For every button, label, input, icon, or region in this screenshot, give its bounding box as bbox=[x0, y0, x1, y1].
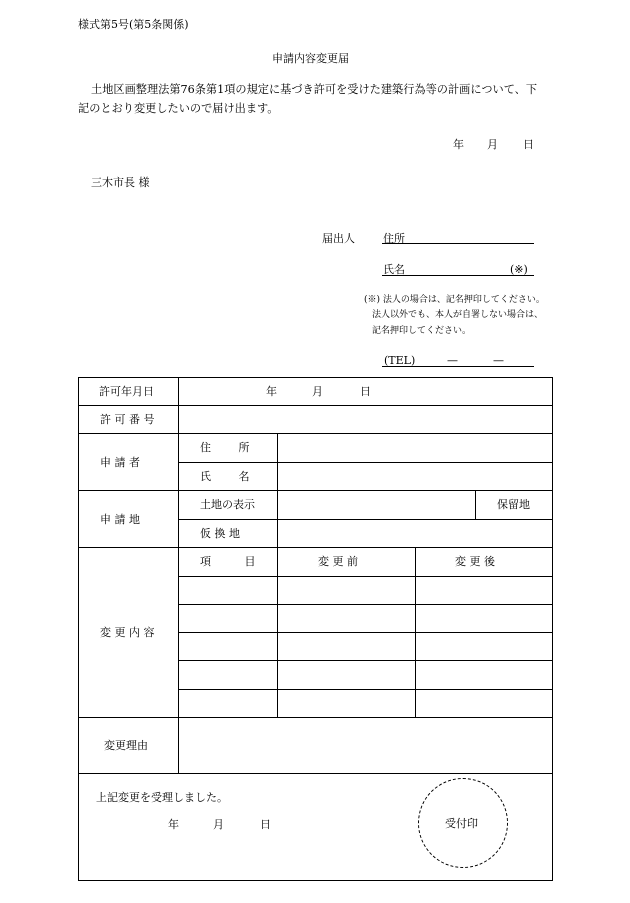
note-line-1: (※) 法人の場合は、記名押印してください。 bbox=[364, 295, 545, 305]
note-line-3: 記名押印してください。 bbox=[372, 326, 472, 336]
row-divider bbox=[78, 490, 553, 491]
accepted-date-year: 年 bbox=[168, 818, 179, 831]
permit-date-label: 許可年月日 bbox=[99, 385, 154, 398]
tel-line[interactable] bbox=[382, 366, 534, 367]
temp-replot-label: 仮 換 地 bbox=[200, 527, 240, 540]
land-display-label: 土地の表示 bbox=[200, 498, 255, 511]
permit-date-day: 日 bbox=[360, 385, 371, 398]
permit-date-month: 月 bbox=[312, 385, 323, 398]
submit-date-year: 年 bbox=[453, 138, 464, 151]
after-header: 変 更 後 bbox=[455, 555, 495, 568]
applicant-address-label: 住所 bbox=[383, 232, 405, 245]
change-content-label: 変 更 内 容 bbox=[100, 626, 155, 639]
column-divider bbox=[415, 547, 416, 717]
row-divider bbox=[78, 717, 553, 718]
reserved-land-label: 保留地 bbox=[497, 498, 530, 511]
column-divider bbox=[277, 433, 278, 547]
applicant-name-label: 氏名 bbox=[383, 263, 405, 276]
row-divider bbox=[178, 689, 553, 690]
name-label: 氏 名 bbox=[200, 470, 250, 483]
accepted-text: 上記変更を受理しました。 bbox=[96, 791, 228, 804]
row-divider bbox=[178, 660, 553, 661]
row-divider bbox=[78, 547, 553, 548]
site-section-label: 申 請 地 bbox=[100, 513, 140, 526]
applicant-section-label: 申 請 者 bbox=[100, 456, 140, 469]
tel-label: (TEL) bbox=[384, 354, 416, 367]
row-divider bbox=[178, 462, 553, 463]
row-divider bbox=[178, 519, 553, 520]
seal-mark: (※) bbox=[510, 263, 528, 276]
address-label: 住 所 bbox=[200, 441, 250, 454]
body-text-line-1: 土地区画整理法第76条第1項の規定に基づき許可を受けた建築行為等の計画について、下 bbox=[91, 83, 538, 96]
row-divider bbox=[78, 773, 553, 774]
column-divider bbox=[277, 547, 278, 717]
reception-stamp-label: 受付印 bbox=[445, 817, 478, 830]
applicant-address-line[interactable] bbox=[382, 243, 534, 244]
change-reason-label: 変更理由 bbox=[104, 739, 148, 752]
document-title: 申請内容変更届 bbox=[272, 52, 349, 65]
form-number: 様式第5号(第5条関係) bbox=[78, 18, 189, 31]
row-divider bbox=[78, 405, 553, 406]
row-divider bbox=[178, 632, 553, 633]
row-divider bbox=[78, 433, 553, 434]
submit-date-day: 日 bbox=[523, 138, 534, 151]
accepted-date-day: 日 bbox=[260, 818, 271, 831]
before-header: 変 更 前 bbox=[318, 555, 358, 568]
item-header: 項 目 bbox=[200, 555, 256, 568]
permit-date-year: 年 bbox=[266, 385, 277, 398]
applicant-label: 届出人 bbox=[322, 232, 355, 245]
row-divider bbox=[178, 576, 553, 577]
applicant-name-line[interactable] bbox=[382, 275, 534, 276]
accepted-date-month: 月 bbox=[213, 818, 224, 831]
tel-dash-2: — bbox=[493, 354, 504, 367]
tel-dash-1: — bbox=[447, 354, 458, 367]
submit-date-month: 月 bbox=[487, 138, 498, 151]
note-line-2: 法人以外でも、本人が自署しない場合は、 bbox=[372, 310, 544, 320]
permit-number-label: 許 可 番 号 bbox=[100, 413, 155, 426]
column-divider bbox=[475, 490, 476, 519]
row-divider bbox=[178, 604, 553, 605]
column-divider bbox=[178, 377, 179, 773]
addressee: 三木市長 様 bbox=[91, 176, 150, 189]
body-text-line-2: 記のとおり変更したいので届け出ます。 bbox=[78, 102, 279, 115]
